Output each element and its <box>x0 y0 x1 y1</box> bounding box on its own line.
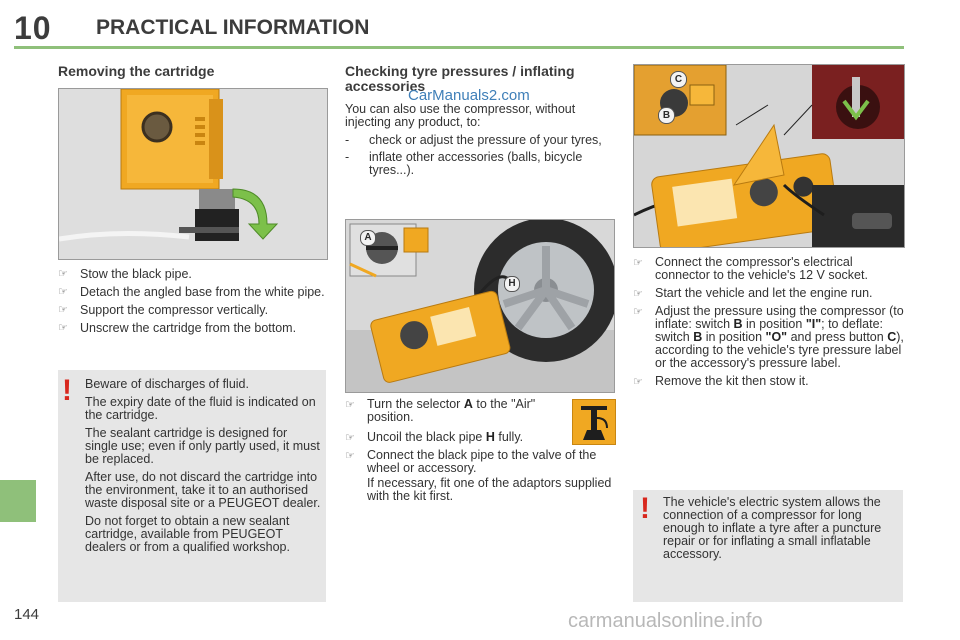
cartridge-warning-text: Beware of discharges of fluid. The expiry date of the fluid is indicated on the cartridge. The sealant cartridge is designed for single use; even if only partly used, it must be replaced. After use, do not discard the cartridge into the environment, take it to an authorised waste disposal site or a PEUGEOT dealer. Do not forget to obtain a new sealant cartridge, available from PEUGEOT dealers or from a qualified workshop. <box>85 377 321 554</box>
pointing-hand-icon: ☞ <box>58 304 68 316</box>
removing-steps <box>58 268 328 340</box>
compressor-steps <box>633 256 905 393</box>
list-item: ☞ Detach the angled base from the white pipe. <box>58 285 325 299</box>
list-item: ☞ Unscrew the cartridge from the bottom. <box>58 321 297 335</box>
watermark-bottom: carmanualsonline.info <box>568 610 763 632</box>
callout-c: C <box>670 71 687 88</box>
list-item: ☞ Stow the black pipe. <box>58 267 192 281</box>
list-item: ☞ Adjust the pressure using the compressor (to inflate: switch B in position "I"; to deflate: switch B in position "O" and press button C), according to the vehicle's tyre pressure label or the accessory's pressure label. <box>633 304 904 370</box>
pointing-hand-icon: ☞ <box>633 306 643 318</box>
inflating-illustration <box>345 219 615 393</box>
callout-h: H <box>504 276 520 292</box>
header-divider <box>14 46 904 49</box>
list-item: ☞ Connect the compressor's electrical connector to the vehicle's 12 V socket. <box>633 255 868 282</box>
compressor-drawing <box>634 65 904 247</box>
exclamation-icon: ! <box>640 492 650 525</box>
checking-intro: You can also use the compressor, without injecting any product, to: <box>345 102 576 129</box>
callout-b: B <box>658 107 675 124</box>
inflating-drawing <box>346 220 614 392</box>
cartridge-drawing <box>59 89 327 259</box>
electric-warning-text: The vehicle's electric system allows the connection of a compressor for long enough to inflate a tyre after a puncture repair or for inflating a small inflatable accessory. <box>663 495 882 561</box>
pointing-hand-icon: ☞ <box>345 399 355 411</box>
list-item: ☞ Connect the black pipe to the valve of the wheel or accessory. If necessary, fit one of the adaptors supplied with the kit first. <box>345 448 612 503</box>
list-item: ☞ Turn the selector A to the "Air" position. <box>345 397 536 424</box>
list-item: - inflate other accessories (balls, bicycle tyres...). <box>345 150 583 177</box>
list-item: ☞ Start the vehicle and let the engine run. <box>633 286 873 300</box>
page-number: 144 <box>14 606 40 623</box>
list-item: ☞ Remove the kit then stow it. <box>633 374 809 388</box>
pointing-hand-icon: ☞ <box>58 268 68 280</box>
checking-title: Checking tyre pressures / inflating accessories <box>345 63 575 94</box>
tyre-pump-icon <box>572 399 616 445</box>
list-item: ☞ Support the compressor vertically. <box>58 303 269 317</box>
chapter-tab <box>0 480 36 522</box>
pointing-hand-icon: ☞ <box>58 322 68 334</box>
list-item: ☞ Uncoil the black pipe H fully. <box>345 430 524 444</box>
chapter-number: 10 <box>14 10 52 46</box>
pointing-hand-icon: ☞ <box>58 286 68 298</box>
checking-uses <box>345 134 617 181</box>
pointing-hand-icon: ☞ <box>633 288 643 300</box>
cartridge-warning-box <box>58 370 326 602</box>
pointing-hand-icon: ☞ <box>633 257 643 269</box>
pointing-hand-icon: ☞ <box>345 450 355 462</box>
callout-a: A <box>360 230 376 246</box>
watermark-mid: CarManuals2.com <box>408 87 530 104</box>
exclamation-icon: ! <box>62 374 72 407</box>
list-item: - check or adjust the pressure of your tyres, <box>345 133 602 147</box>
pointing-hand-icon: ☞ <box>345 432 355 444</box>
chapter-title: PRACTICAL INFORMATION <box>96 16 370 39</box>
compressor-illustration <box>633 64 905 248</box>
cartridge-illustration <box>58 88 328 260</box>
pointing-hand-icon: ☞ <box>633 376 643 388</box>
removing-title: Removing the cartridge <box>58 63 215 79</box>
electric-warning-box <box>633 490 903 602</box>
